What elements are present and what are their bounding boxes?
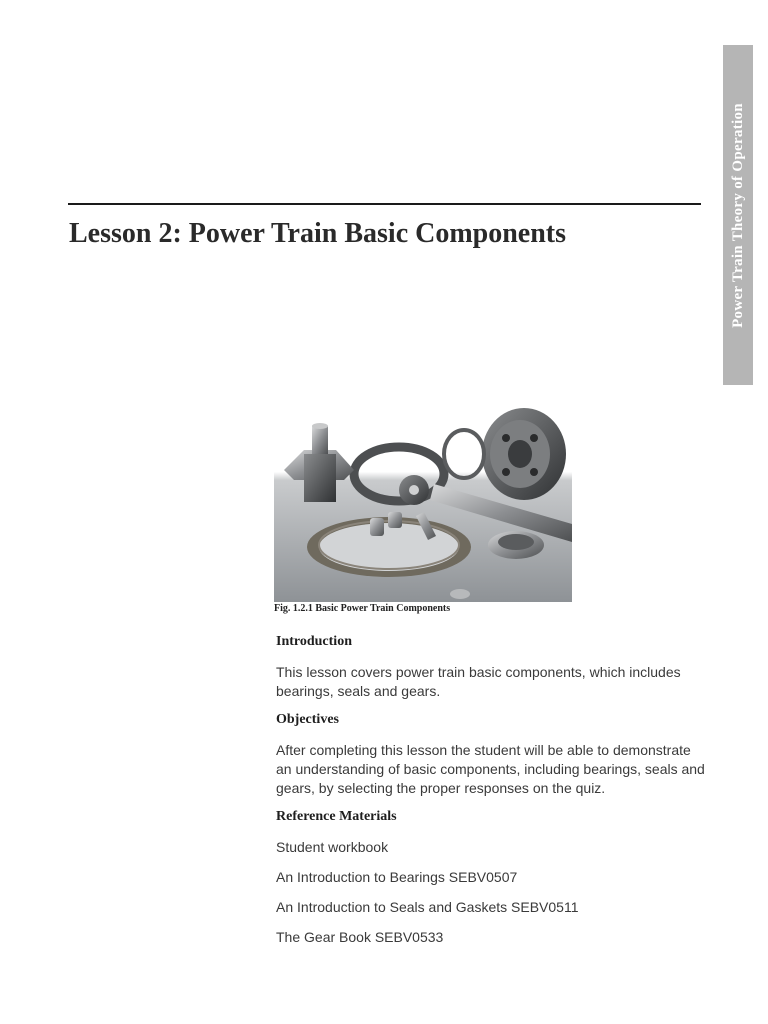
introduction-heading: Introduction — [276, 634, 352, 649]
title-divider — [68, 203, 701, 205]
side-tab-label: Power Train Theory of Operation — [729, 102, 746, 328]
figure-caption: Fig. 1.2.1 Basic Power Train Components — [274, 603, 451, 614]
reference-item: An Introduction to Seals and Gaskets SEBV0511 — [276, 899, 579, 915]
reference-item: Student workbook — [276, 839, 389, 855]
introduction-text: This lesson covers power train basic components, which includes bearings, seals and gears. — [276, 664, 681, 699]
objectives-heading: Objectives — [276, 712, 339, 727]
lesson-title: Lesson 2: Power Train Basic Components — [69, 218, 567, 249]
power-train-components-photo — [274, 392, 572, 602]
reference-item: The Gear Book SEBV0533 — [276, 929, 444, 945]
reference-item: An Introduction to Bearings SEBV0507 — [276, 869, 518, 885]
side-section-tab — [723, 45, 753, 385]
lesson-content — [276, 633, 706, 958]
objectives-text: After completing this lesson the student will be able to demonstrate an understanding of basic components, including bearings, seals and gears, by selecting the proper responses on the quiz. — [276, 742, 705, 796]
reference-materials-heading: Reference Materials — [276, 809, 397, 824]
